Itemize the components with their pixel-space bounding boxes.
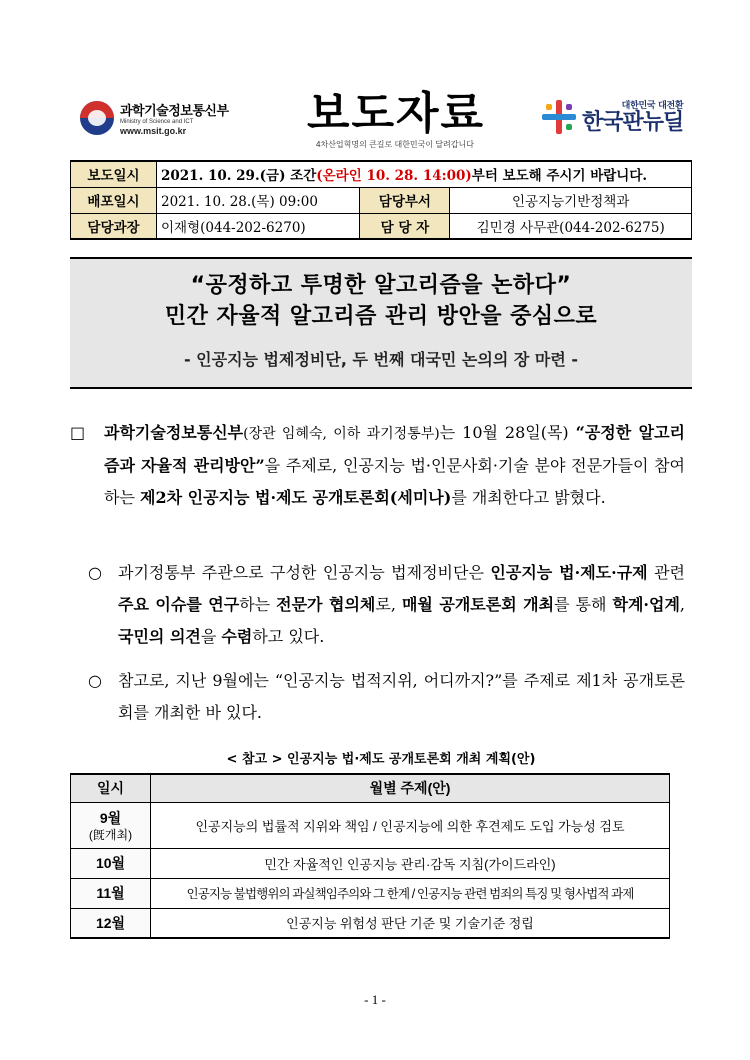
ministry-mention: 과학기술정보통신부	[104, 423, 244, 442]
distribution-value: 2021. 10. 28.(목) 09:00	[157, 187, 360, 213]
schedule-header-row	[71, 774, 670, 802]
headline-box	[70, 257, 692, 389]
circle-bullet-icon: ○	[88, 563, 102, 582]
ministry-logo	[80, 100, 229, 136]
staff-label: 담 당 자	[360, 213, 450, 239]
schedule-row	[71, 878, 670, 908]
release-value-prefix: 2021. 10. 29.(금) 조간	[161, 168, 317, 185]
p2-text-k: ,	[679, 595, 685, 614]
month-note: (旣개최)	[88, 828, 133, 842]
release-label: 보도일시	[71, 161, 157, 187]
new-deal-logo	[542, 98, 683, 135]
paragraph-3-text: 참고로, 지난 9월에는 “인공지능 법적지위, 어디까지?”를 주제로 제1차 공개토론회를 개최한 바 있다.	[118, 671, 685, 722]
p2-text-n: 수렴	[221, 627, 253, 646]
p2-text-h: 매월 공개토론회 개최	[401, 595, 555, 614]
schedule-month: 12월	[71, 908, 151, 938]
ministry-name-en: Ministry of Science and ICT	[120, 119, 194, 125]
release-value	[157, 161, 692, 187]
new-deal-name: 한국판뉴딜	[582, 110, 684, 135]
p1-text-g: 를 개최한다고 밝혔다.	[451, 488, 606, 507]
paragraph-1-text	[104, 417, 685, 514]
department-value: 인공지능기반정책과	[450, 187, 692, 213]
ministry-aside: (장관 임혜숙, 이하 과기정통부)	[243, 426, 440, 442]
month-label: 9월	[99, 810, 122, 826]
headline-line-2: 민간 자율적 알고리즘 관리 방안을 중심으로	[164, 304, 598, 329]
press-slogan: 4차산업혁명의 큰길로 대한민국이 달려갑니다	[316, 140, 474, 149]
p2-text-i: 를 통해	[554, 595, 613, 614]
square-bullet-icon: □	[70, 423, 86, 442]
p1-text-c: 는 10월 28일(목)	[439, 423, 576, 442]
release-online-time: (온라인 10. 28. 14:00)	[316, 168, 472, 185]
schedule-topic: 인공지능의 법률적 지위와 책임 / 인공지능에 의한 후견제도 도입 가능성 검토	[151, 802, 670, 848]
distribution-row	[71, 187, 692, 213]
manager-value: 이재형(044-202-6270)	[157, 213, 360, 239]
p2-text-d: 주요 이슈를 연구	[118, 595, 240, 614]
press-title: 보도자료	[306, 88, 485, 139]
p1-text-e: 을 주제로, 인공지능 법·인문사회·기술 분야 전문가들이 참여하는	[104, 456, 685, 507]
headline-subtitle: - 인공지능 법제정비단, 두 번째 대국민 논의의 장 마련 -	[183, 350, 579, 369]
p2-text-e: 하는	[239, 595, 277, 614]
page-number: - 1 -	[364, 992, 386, 1007]
ministry-emblem-icon	[80, 101, 114, 135]
schedule-table	[70, 773, 670, 939]
p2-text-m: 을	[200, 627, 222, 646]
schedule-topic: 인공지능 불법행위의 과실책임주의와 그 한계 / 인공지능 관련 범죄의 특징 및 형사법적 과제	[151, 878, 670, 908]
release-info-table	[70, 160, 692, 240]
seminar-mention: 제2차 인공지능 법·제도 공개토론회(세미나)	[140, 488, 452, 507]
schedule-topic: 인공지능 위험성 판단 기준 및 기술기준 정립	[151, 908, 670, 938]
new-deal-mark-icon	[542, 100, 576, 134]
contact-row	[71, 213, 692, 239]
p2-text-a: 과기정통부 주관으로 구성한 인공지능 법제정비단은	[118, 563, 491, 582]
release-value-suffix: 부터 보도해 주시기 바랍니다.	[471, 168, 648, 185]
paragraph-1	[70, 417, 685, 514]
p2-text-g: 로,	[375, 595, 402, 614]
schedule-month: 11월	[71, 878, 151, 908]
schedule-topic: 민간 자율적인 인공지능 관리·감독 지침(가이드라인)	[151, 848, 670, 878]
department-label: 담당부서	[360, 187, 450, 213]
ministry-url: www.msit.go.kr	[120, 126, 187, 136]
paragraph-3	[70, 665, 685, 729]
schedule-row	[71, 908, 670, 938]
p2-text-b: 인공지능 법·제도·규제	[490, 563, 648, 582]
distribution-label: 배포일시	[71, 187, 157, 213]
schedule-row	[71, 848, 670, 878]
p2-text-j: 학계·업계	[612, 595, 680, 614]
schedule-month	[71, 802, 151, 848]
paragraph-2	[70, 557, 685, 653]
new-deal-tagline: 대한민국 대전환	[621, 101, 684, 111]
press-header	[70, 90, 690, 152]
p2-text-o: 하고 있다.	[252, 627, 325, 646]
topic-mention: “공정한 알고리즘과 자율적 관리방안”	[104, 423, 686, 475]
schedule-row	[71, 802, 670, 848]
headline-line-1: “공정하고 투명한 알고리즘을 논하다”	[190, 273, 572, 298]
release-row	[71, 161, 692, 187]
staff-value: 김민경 사무관(044-202-6275)	[450, 213, 692, 239]
circle-bullet-icon: ○	[88, 671, 102, 690]
p2-text-c: 관련	[647, 563, 685, 582]
p2-text-l: 국민의 의견	[118, 627, 201, 646]
schedule-title: < 참고 > 인공지능 법·제도 공개토론회 개최 계획(안)	[226, 752, 536, 767]
paragraph-2-text	[118, 557, 685, 653]
schedule-topic-header: 월별 주제(안)	[151, 774, 670, 802]
p2-text-f: 전문가 협의체	[276, 595, 376, 614]
schedule-month: 10월	[71, 848, 151, 878]
manager-label: 담당과장	[71, 213, 157, 239]
schedule-date-header: 일시	[71, 774, 151, 802]
ministry-name: 과학기술정보통신부	[120, 103, 229, 118]
